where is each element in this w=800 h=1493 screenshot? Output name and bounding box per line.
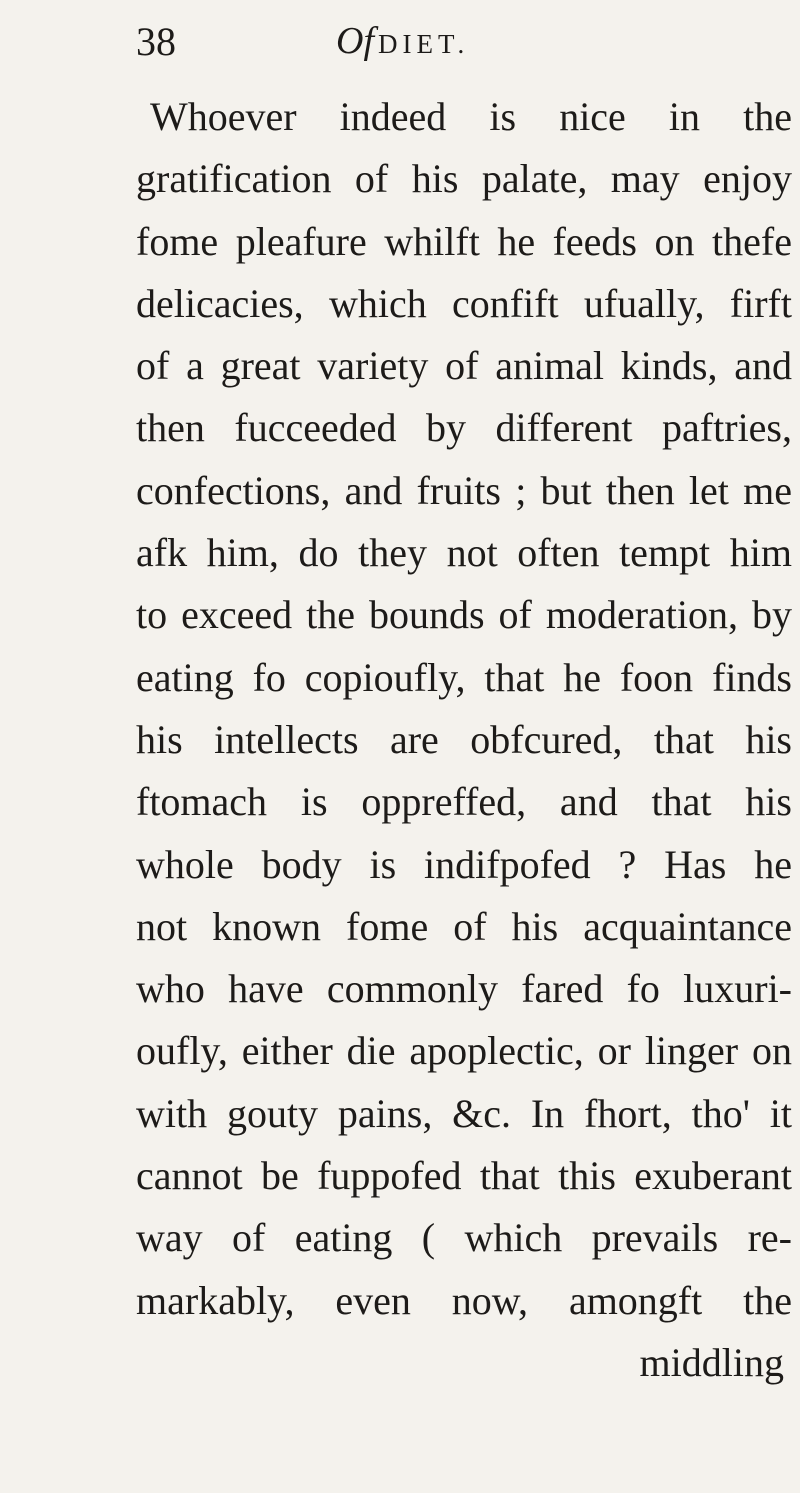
text-line-16: oufly, either die apoplectic, or linger on [136, 1028, 792, 1074]
text-line-13: whole body is indifpofed ? Has he [136, 841, 792, 887]
text-line-11: his intellects are obfcured, that his [136, 716, 792, 762]
page-header [136, 20, 736, 80]
text-line-6: then fucceeded by different paftries, [136, 405, 792, 451]
text-line-10: eating fo copioufly, that he foon finds [136, 654, 792, 700]
text-line-12: ftomach is oppreffed, and that his [136, 779, 792, 825]
text-line-9: to exceed the bounds of moderation, by [136, 592, 792, 638]
text-line-8: afk him, do they not often tempt him [136, 530, 792, 576]
text-line-7: confections, and fruits ; but then let me [136, 467, 792, 513]
catchword: middling [639, 1339, 784, 1385]
text-line-14: not known fome of his acquaintance [136, 903, 792, 949]
text-line-2: gratification of his palate, may enjoy [136, 156, 792, 202]
text-line-4: delicacies, which confift ufually, firft [136, 280, 792, 326]
text-line-5: of a great variety of animal kinds, and [136, 343, 792, 389]
running-head-title: DIET. [378, 29, 470, 59]
text-line-17: with gouty pains, &c. In fhort, tho' it [136, 1090, 792, 1136]
text-line-3: fome pleafure whilft he feeds on thefe [136, 218, 792, 264]
text-line-18: cannot be fuppofed that this exuberant [136, 1153, 792, 1199]
body-text [136, 86, 792, 1394]
running-head-of: Of [336, 20, 374, 62]
page-number: 38 [136, 19, 176, 64]
running-head [336, 22, 469, 60]
text-line-20: markably, even now, amongft the [136, 1277, 792, 1323]
text-line-19: way of eating ( which prevails re- [136, 1215, 792, 1261]
text-line-15: who have commonly fared fo luxuri- [136, 966, 792, 1012]
text-line-1: Whoever indeed is nice in the [150, 94, 792, 139]
